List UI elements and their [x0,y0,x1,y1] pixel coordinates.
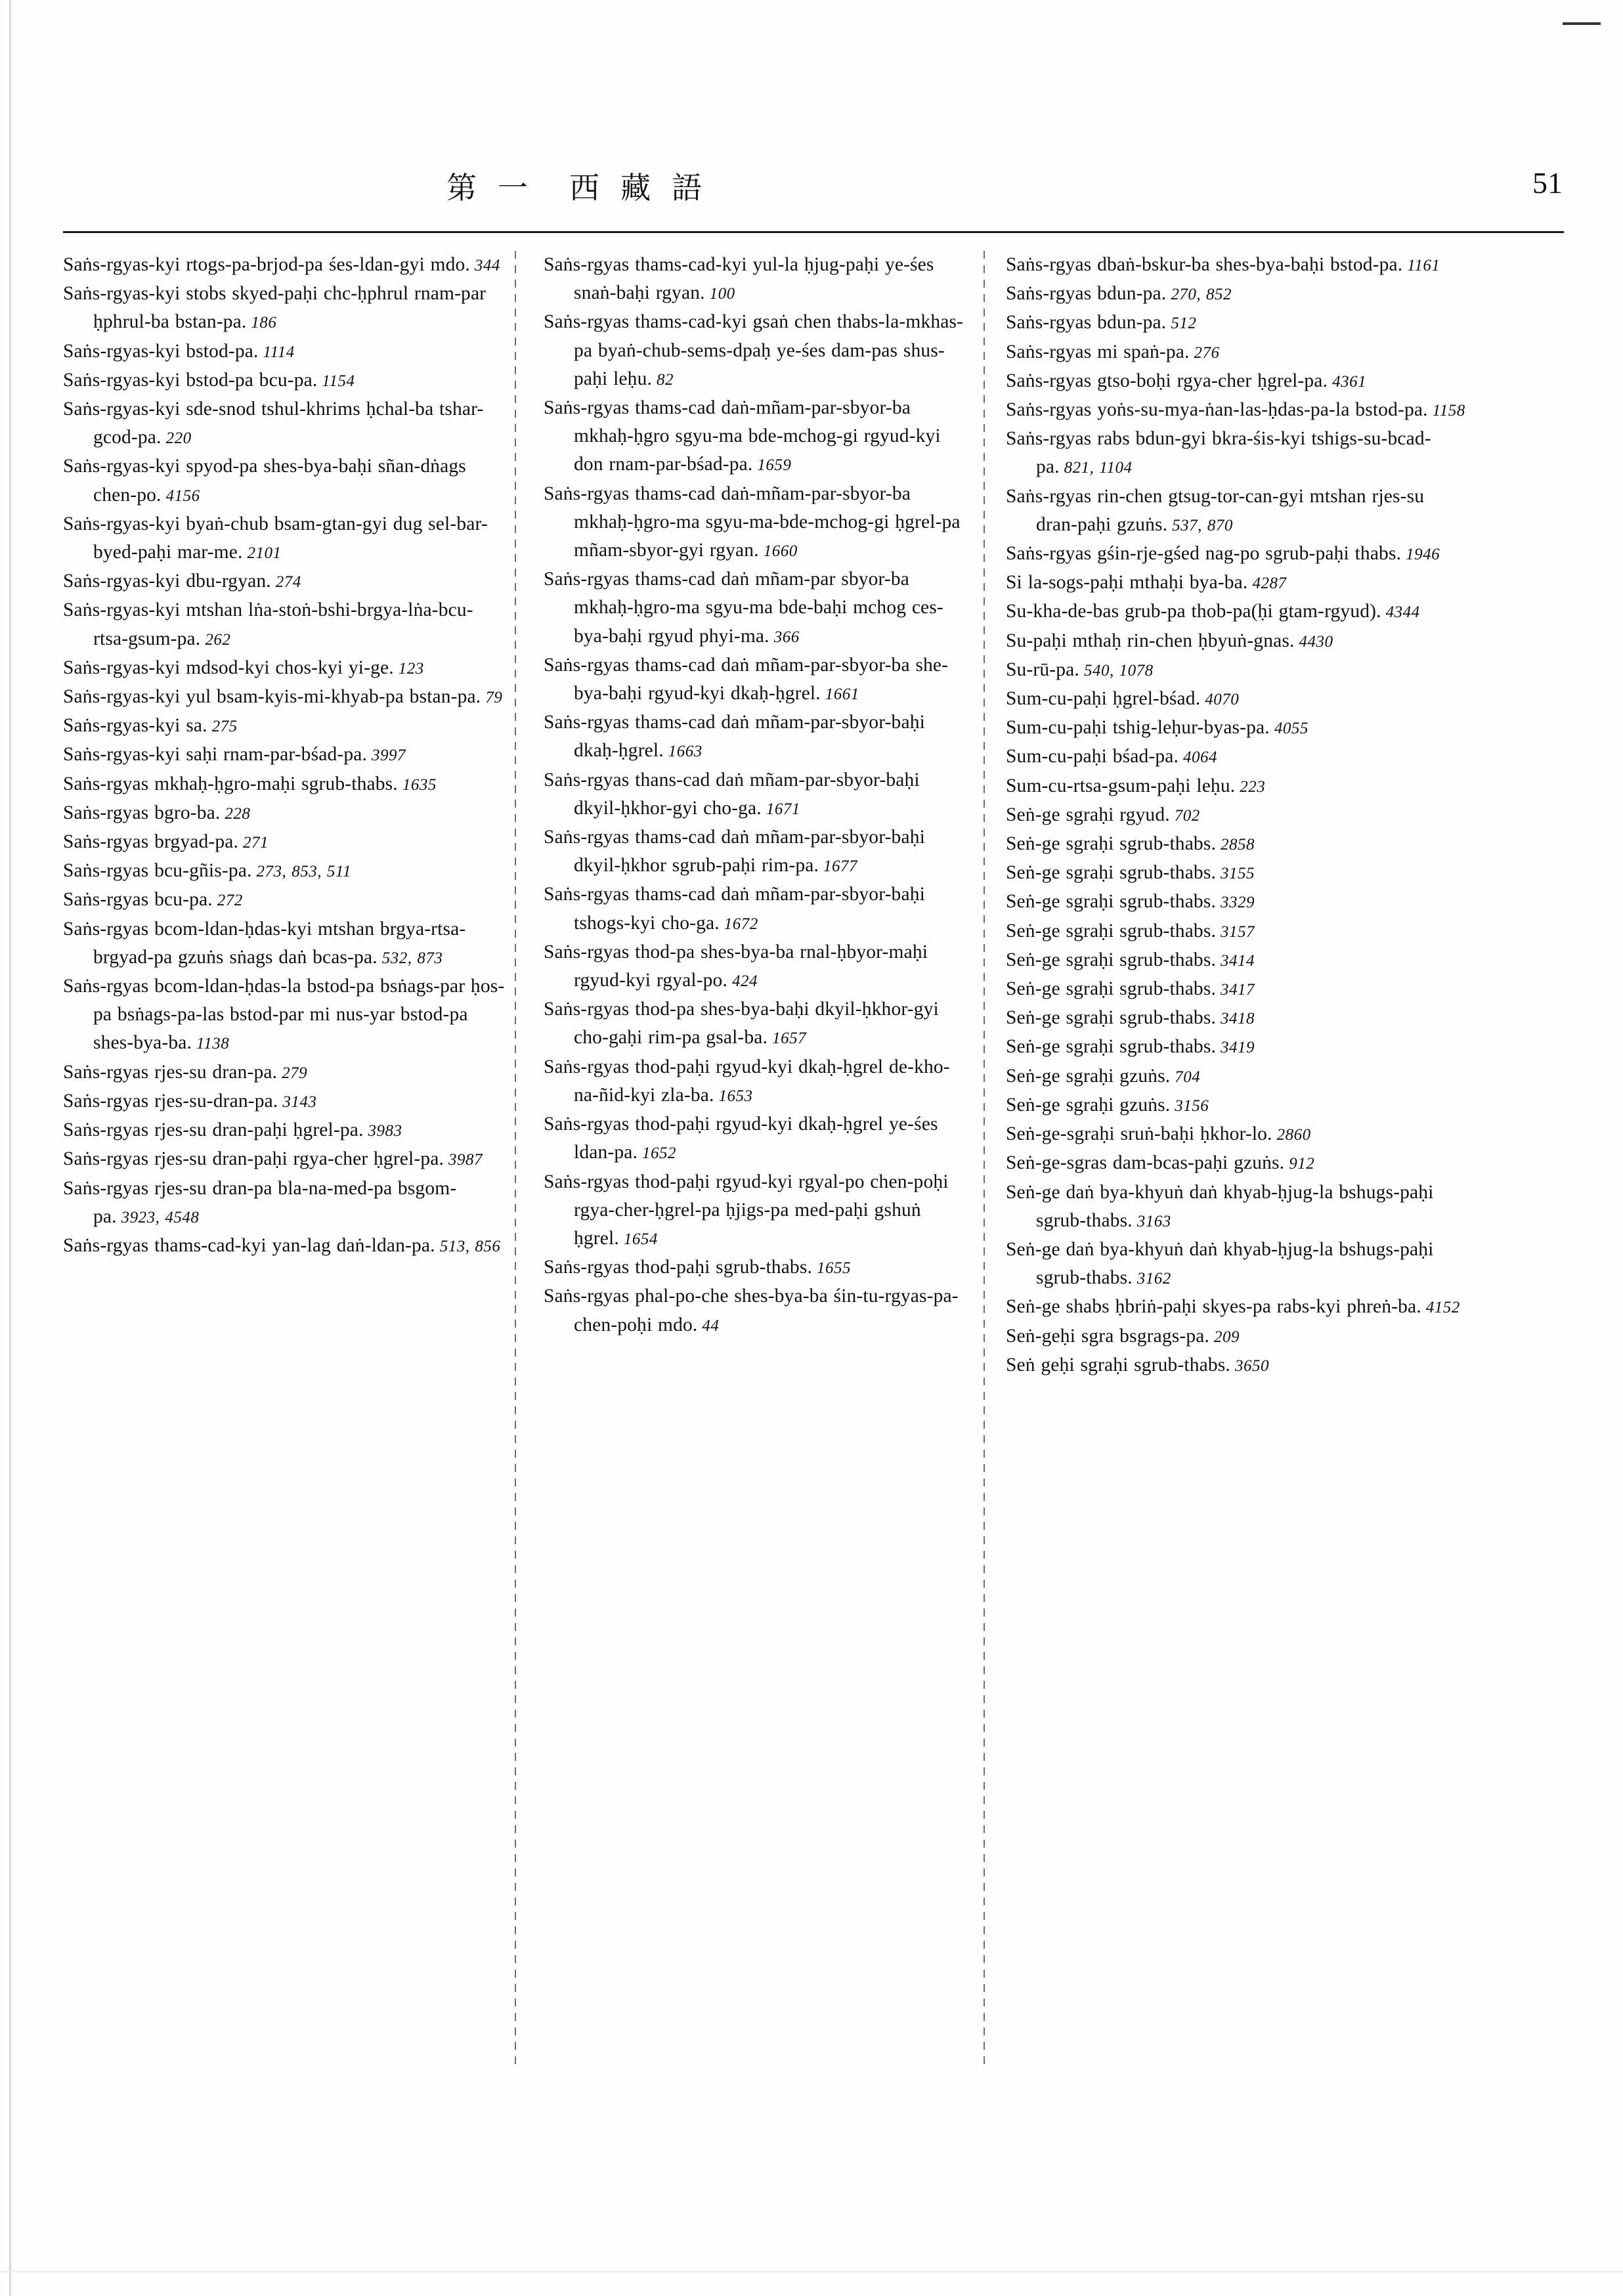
index-entry [63,654,506,683]
index-entry [1006,338,1468,367]
index-entry-number: 1653 [718,1087,753,1105]
index-entry-text: Saṅs-rgyas rjes-su-dran-pa. [63,1090,278,1112]
index-entry [1006,483,1468,540]
index-entry-text: Seṅ-ge-sgras dam-bcas-paḥi gzuṅs. [1006,1152,1285,1174]
index-entry-text: Saṅs-rgyas-kyi dbu-rgyan. [63,571,271,592]
index-entry [1006,888,1468,917]
index-column-2 [523,251,982,2076]
index-entry-number: 3143 [282,1093,317,1111]
index-entry [1006,1120,1468,1149]
index-entry-number: 1655 [816,1259,851,1278]
index-entry-text: Saṅs-rgyas rabs bdun-gyi bkra-śis-kyi tshigs-su-bcad-pa. [1006,428,1431,478]
index-entry-text: Saṅs-rgyas mi spaṅ-pa. [1006,341,1190,362]
index-column-1 [63,251,523,2076]
index-entry-number: 3157 [1220,922,1255,941]
index-entry-text: Seṅ-ge sgraḥi sgrub-thabs. [1006,1036,1216,1058]
index-entry-text: Seṅ-ge shabs ḥbriṅ-paḥi skyes-pa rabs-kyi phreṅ-ba. [1006,1296,1421,1318]
index-entry [63,828,506,857]
index-entry-text: Su-paḥi mthaḥ rin-chen ḥbyuṅ-gnas. [1006,630,1295,651]
index-entry-number: 220 [165,429,192,448]
index-entry-text: Saṅs-rgyas bcu-gñis-pa. [63,860,252,882]
index-entry [544,565,965,651]
index-entry [1006,917,1468,946]
index-entry [63,741,506,769]
index-entry-number: 424 [731,972,758,991]
index-entry-text: Saṅs-rgyas rjes-su dran-pa. [63,1061,278,1083]
index-entry-number: 821, 1104 [1064,459,1133,477]
index-entry-text: Saṅs-rgyas thams-cad-kyi gsaṅ chen thabs-la-mkhas-pa byaṅ-chub-sems-dpaḥ ye-śes dam-pas shus-paḥi leḥu. [544,311,964,389]
index-entry-number: 1138 [196,1035,230,1053]
index-entry [544,1168,965,1254]
index-entry-text: Saṅs-rgyas bgro-ba. [63,802,221,823]
index-entry-text: Seṅ-ge sgraḥi gzuṅs. [1006,1065,1171,1087]
index-entry [1006,1179,1468,1236]
index-entry-number: 1114 [263,343,295,361]
index-entry-number: 4361 [1332,372,1367,391]
index-entry-number: 1672 [724,915,758,933]
index-entry-number: 702 [1174,806,1200,825]
index-entry [1006,1004,1468,1033]
index-entry [63,712,506,741]
index-entry-text: Seṅ-ge sgraḥi sgrub-thabs. [1006,891,1216,913]
index-column-3 [982,251,1468,2076]
index-entry-number: 3650 [1234,1356,1269,1375]
index-entry-text: Seṅ-ge daṅ bya-khyuṅ daṅ khyab-ḥjug-la bshugs-paḥi sgrub-thabs. [1006,1238,1434,1289]
index-entry-number: 537, 870 [1172,516,1233,534]
index-entry-number: 276 [1194,343,1220,362]
index-entry [63,972,506,1058]
index-entry [1006,830,1468,859]
index-entry-number: 1654 [623,1230,658,1248]
index-entry-text: Saṅs-rgyas-kyi yul bsam-kyis-mi-khyab-pa bstan-pa. [63,686,481,708]
index-entry [1006,1293,1468,1322]
index-entry-number: 209 [1213,1328,1240,1346]
index-entry-text: Saṅs-rgyas-kyi spyod-pa shes-bya-baḥi sñan-dṅags chen-po. [63,456,466,506]
index-entry [544,480,965,566]
index-entry-text: Saṅs-rgyas-kyi bstod-pa bcu-pa. [63,369,318,391]
index-entry-number: 2860 [1276,1126,1311,1144]
index-entry-number: 1161 [1407,257,1440,274]
index-entry [1006,656,1468,685]
index-entry-text: Sum-cu-paḥi ḥgrel-bśad. [1006,688,1201,710]
index-entry [1006,772,1468,801]
page-corner-mark [1563,22,1601,25]
index-entry [63,1116,506,1145]
index-entry-text: Seṅ-ge sgraḥi rgyud. [1006,804,1170,825]
index-entry-number: 186 [251,314,277,332]
index-entry-text: Saṅs-rgyas thod-pa shes-bya-ba rnal-ḥbyor-maḥi rgyud-kyi rgyal-po. [544,941,928,991]
header-title-cjk: 第 一 西 藏 語 [446,170,703,206]
index-entry [544,1282,965,1339]
index-entry-text: Saṅs-rgyas-kyi mdsod-kyi chos-kyi yi-ge. [63,657,394,678]
index-entry [1006,1062,1468,1091]
index-entry [63,1058,506,1087]
index-entry-text: Saṅs-rgyas thod-pa shes-bya-baḥi dkyil-ḥkhor-gyi cho-gaḥi rim-pa gsal-ba. [544,999,939,1049]
header-rule [63,231,1564,233]
index-entry-number: 3983 [368,1122,402,1140]
index-entry-text: Saṅs-rgyas bdun-pa. [1006,283,1167,305]
index-entry-number: 262 [205,630,231,649]
index-entry-number: 1635 [402,775,437,794]
index-entry-number: 3329 [1220,894,1255,912]
index-entry [1006,1351,1468,1380]
index-entry-text: Saṅs-rgyas thams-cad daṅ mñam-par sbyor-ba mkhaḥ-ḥgro-ma sgyu-ma bde-baḥi mchog ces-bya-baḥi rgyud phyi-ma. [544,569,943,647]
index-entry-text: Su-kha-de-bas grub-pa thob-pa(ḥi gtam-rgyud). [1006,601,1381,622]
index-entry [1006,396,1468,425]
index-entry-number: 532, 873 [381,949,443,967]
page-left-edge-artifact [9,0,11,2296]
index-entry-text: Saṅs-rgyas mkhaḥ-ḥgro-maḥi sgrub-thabs. [63,773,398,794]
index-entry [1006,714,1468,743]
index-entry [1006,309,1468,337]
index-entry-number: 512 [1171,314,1197,333]
index-entry [1006,1322,1468,1351]
index-entry-text: Seṅ-ge sgraḥi sgrub-thabs. [1006,862,1216,884]
index-entry [1006,946,1468,975]
index-entry-text: Saṅs-rgyas brgyad-pa. [63,831,238,853]
index-entry-number: 1659 [757,456,792,475]
index-entry-text: Su-rū-pa. [1006,659,1079,680]
index-entry-text: Saṅs-rgyas gśin-rje-gśed nag-po sgrub-paḥi thabs. [1006,543,1402,565]
index-entry [1006,367,1468,396]
index-entry-text: Sum-cu-paḥi tshig-leḥur-byas-pa. [1006,717,1270,739]
index-entry [63,1087,506,1116]
index-entry [1006,597,1468,626]
index-entry [544,766,965,823]
index-entry [1006,743,1468,771]
index-entry [63,395,506,452]
index-entry [63,1232,506,1261]
index-entry-text: Saṅs-rgyas bcom-ldan-ḥdas-la bstod-pa bsṅags-par ḥos-pa bsṅags-pa-las bstod-par mi nus-yar bstod-pa shes-bya-ba. [63,976,505,1054]
index-entry-number: 273, 853, 511 [256,863,352,881]
index-entry-text: Seṅ-ge sgraḥi sgrub-thabs. [1006,1007,1216,1029]
page-number: 51 [1532,166,1563,200]
index-entry-text: Seṅ-ge sgraḥi gzuṅs. [1006,1094,1171,1116]
index-entry-text: Saṅs-rgyas-kyi rtogs-pa-brjod-pa śes-ldan-gyi mdo. [63,254,470,275]
index-entry-text: Saṅs-rgyas rin-chen gtsug-tor-can-gyi mtshan rjes-su dran-paḥi gzuṅs. [1006,485,1425,535]
index-entry-text: Seṅ-ge daṅ bya-khyuṅ daṅ khyab-ḥjug-la bshugs-paḥi sgrub-thabs. [1006,1181,1434,1231]
index-entry [63,915,506,972]
index-entry-number: 3923, 4548 [121,1208,200,1226]
index-entry [63,799,506,828]
index-entry [63,1145,506,1174]
index-entry [63,567,506,596]
index-entry-number: 279 [282,1064,308,1082]
index-entry [63,337,506,366]
index-entry-text: Saṅs-rgyas thams-cad-kyi yan-lag daṅ-ldan-pa. [63,1234,435,1256]
index-entry-number: 82 [656,370,674,389]
index-entry-text: Saṅs-rgyas rjes-su dran-paḥi rgya-cher ḥgrel-pa. [63,1148,444,1170]
index-entry [544,708,965,766]
index-entry [544,251,965,308]
index-entry-number: 1946 [1406,546,1440,564]
index-entry [1006,1149,1468,1178]
index-entry-text: Saṅs-rgyas bcu-pa. [63,889,213,911]
index-entry-text: Saṅs-rgyas phal-po-che shes-bya-ba śin-tu-rgyas-pa-chen-poḥi mdo. [544,1286,959,1335]
index-entry-text: Seṅ-ge-sgraḥi sruṅ-baḥi ḥkhor-lo. [1006,1123,1272,1145]
index-entry-number: 1671 [766,800,800,818]
index-entry [544,394,965,480]
index-entry-text: Saṅs-rgyas-kyi sa. [63,715,207,737]
index-columns [63,251,1564,2076]
page-header [66,164,1563,210]
index-entry [1006,627,1468,656]
index-entry-number: 2858 [1220,836,1255,854]
index-entry [1006,1033,1468,1062]
index-entry-text: Saṅs-rgyas bdun-pa. [1006,312,1167,334]
index-entry [63,510,506,567]
index-entry-text: Saṅs-rgyas thams-cad daṅ-mñam-par-sbyor-ba mkhaḥ-ḥgro sgyu-ma bde-mchog-gi rgyud-kyi don rnam-par-bśad-pa. [544,397,941,475]
index-entry-number: 272 [217,892,243,910]
index-entry [1006,1236,1468,1293]
index-entry-number: 1154 [322,372,355,390]
index-entry-number: 79 [485,689,503,707]
index-entry-number: 3417 [1220,981,1255,999]
index-entry [544,1110,965,1167]
index-entry [544,938,965,995]
index-entry [1006,801,1468,830]
index-entry-text: Sum-cu-paḥi bśad-pa. [1006,746,1179,768]
index-entry-text: Saṅs-rgyas-kyi saḥi rnam-par-bśad-pa. [63,744,367,766]
index-entry-text: Saṅs-rgyas thams-cad daṅ-mñam-par-sbyor-ba mkhaḥ-ḥgro-ma sgyu-ma-bde-mchog-gi ḥgrel-pa mñam-sbyor-gyi rgyan. [544,483,961,561]
index-entry [1006,1091,1468,1120]
index-entry-text: Seṅ-ge sgraḥi sgrub-thabs. [1006,920,1216,942]
index-entry-number: 100 [709,285,735,303]
index-entry-text: Saṅs-rgyas thod-paḥi rgyud-kyi dkaḥ-ḥgrel ye-śes ldan-pa. [544,1114,938,1163]
index-entry-text: Saṅs-rgyas thod-paḥi rgyud-kyi rgyal-po chen-poḥi rgya-cher-ḥgrel-pa ḥjigs-pa med-paḥi gshuṅ ḥgrel. [544,1171,949,1249]
index-entry-number: 3156 [1175,1096,1209,1115]
index-entry [63,366,506,395]
index-entry-number: 540, 1078 [1083,661,1154,680]
index-entry [544,823,965,880]
index-entry-number: 1661 [825,685,859,704]
index-entry [1006,975,1468,1004]
index-entry-number: 3419 [1220,1039,1255,1057]
index-entry-text: Saṅs-rgyas thod-paḥi rgyud-kyi dkaḥ-ḥgrel de-kho-na-ñid-kyi zla-ba. [544,1056,950,1106]
index-entry [544,995,965,1052]
index-entry-text: Saṅs-rgyas thams-cad-kyi yul-la ḥjug-paḥi ye-śes snaṅ-baḥi rgyan. [544,254,934,304]
index-entry-text: Saṅs-rgyas rjes-su dran-pa bla-na-med-pa bsgom-pa. [63,1177,457,1227]
index-entry [63,1175,506,1232]
index-entry-text: Saṅs-rgyas thans-cad daṅ mñam-par-sbyor-baḥi dkyil-ḥkhor-gyi cho-ga. [544,769,920,819]
index-entry-number: 704 [1175,1068,1201,1086]
index-entry-text: Seṅ-geḥi sgra bsgrags-pa. [1006,1325,1209,1347]
index-entry [1006,540,1468,569]
index-entry [63,857,506,886]
index-entry-number: 4070 [1205,691,1240,709]
index-entry [544,1053,965,1110]
index-entry-text: Seṅ geḥi sgraḥi sgrub-thabs. [1006,1354,1230,1375]
index-entry [63,770,506,799]
index-entry-text: Seṅ-ge sgraḥi sgrub-thabs. [1006,949,1216,970]
index-entry-number: 1677 [823,857,857,876]
index-entry-text: Saṅs-rgyas rjes-su dran-paḥi ḥgrel-pa. [63,1119,364,1141]
index-entry-number: 3162 [1136,1270,1171,1288]
index-entry-text: Saṅs-rgyas yoṅs-su-mya-ṅan-las-ḥdas-pa-la bstod-pa. [1006,399,1428,421]
index-entry-number: 44 [702,1316,720,1335]
index-entry [544,1253,965,1282]
page-bottom-edge-artifact [0,2271,1623,2272]
index-entry [63,683,506,712]
index-entry [1006,569,1468,597]
index-entry-number: 1657 [772,1029,807,1048]
index-entry [63,886,506,915]
index-entry [1006,251,1468,280]
index-entry-text: Saṅs-rgyas bcom-ldan-ḥdas-kyi mtshan brgya-rtsa-brgyad-pa gzuṅs sṅags daṅ bcas-pa. [63,918,466,968]
index-entry [1006,685,1468,714]
index-entry-text: Si la-sogs-paḥi mthaḥi bya-ba. [1006,572,1248,594]
index-entry-text: Seṅ-ge sgraḥi sgrub-thabs. [1006,833,1216,855]
index-entry [1006,280,1468,309]
index-entry [63,251,506,280]
index-entry-text: Saṅs-rgyas thams-cad daṅ mñam-par-sbyor-ba she-bya-baḥi rgyud-kyi dkaḥ-ḥgrel. [544,654,949,704]
index-entry-number: 4064 [1183,748,1218,767]
index-entry-text: Saṅs-rgyas-kyi byaṅ-chub bsam-gtan-gyi dug sel-bar-byed-paḥi mar-me. [63,513,488,563]
index-entry-number: 3987 [448,1151,483,1169]
index-entry-text: Saṅs-rgyas gtso-boḥi rgya-cher ḥgrel-pa. [1006,370,1328,391]
index-entry-text: Seṅ-ge sgraḥi sgrub-thabs. [1006,978,1216,1000]
index-entry-number: 3997 [371,747,406,765]
index-entry-number: 223 [1240,777,1266,796]
index-entry-text: Saṅs-rgyas-kyi sde-snod tshul-khrims ḥchal-ba tshar-gcod-pa. [63,399,484,448]
index-entry [63,280,506,337]
index-entry-number: 3163 [1136,1212,1171,1230]
index-entry-text: Saṅs-rgyas-kyi stobs skyed-paḥi chc-ḥphrul rnam-par ḥphrul-ba bstan-pa. [63,283,487,333]
index-entry [63,452,506,509]
index-entry-number: 3155 [1220,865,1255,883]
index-entry [544,308,965,394]
index-entry [544,651,965,708]
index-entry [544,880,965,938]
index-entry-text: Saṅs-rgyas dbaṅ-bskur-ba shes-bya-baḥi bstod-pa. [1006,254,1403,275]
index-entry-number: 271 [243,834,269,852]
index-entry-number: 344 [474,257,500,274]
index-entry-number: 228 [225,804,251,823]
index-entry-text: Saṅs-rgyas thams-cad daṅ mñam-par-sbyor-baḥi tshogs-kyi cho-ga. [544,884,925,934]
index-entry-number: 1158 [1432,402,1465,420]
index-entry-text: Saṅs-rgyas-kyi bstod-pa. [63,340,259,362]
index-entry-number: 4156 [165,487,200,505]
index-entry-text: Sum-cu-rtsa-gsum-paḥi leḥu. [1006,775,1236,796]
index-entry-number: 274 [275,573,301,592]
index-entry [63,596,506,653]
index-entry-number: 4055 [1274,720,1309,738]
index-entry-text: Saṅs-rgyas-kyi mtshan lṅa-stoṅ-bshi-brgya-lṅa-bcu-rtsa-gsum-pa. [63,599,473,649]
index-entry-number: 1660 [763,542,798,561]
index-entry-number: 4287 [1252,574,1287,593]
index-entry-number: 1663 [668,743,703,761]
index-entry-text: Saṅs-rgyas thams-cad daṅ mñam-par-sbyor-baḥi dkaḥ-ḥgrel. [544,712,925,762]
index-entry-number: 3414 [1220,951,1255,970]
index-entry-number: 912 [1289,1155,1315,1173]
index-entry-number: 4344 [1385,603,1420,622]
index-entry [1006,859,1468,888]
index-entry-number: 3418 [1220,1010,1255,1028]
index-entry-number: 4430 [1299,632,1333,651]
index-entry-text: Saṅs-rgyas thod-paḥi sgrub-thabs. [544,1257,812,1278]
index-entry-number: 275 [211,718,238,736]
index-entry-number: 123 [398,659,424,678]
index-entry-number: 2101 [247,544,282,563]
index-entry-text: Saṅs-rgyas thams-cad daṅ mñam-par-sbyor-baḥi dkyil-ḥkhor sgrub-paḥi rim-pa. [544,827,925,877]
index-entry-number: 513, 856 [439,1237,501,1255]
index-entry-number: 4152 [1425,1299,1460,1317]
index-entry-number: 366 [773,628,800,646]
index-entry-number: 1652 [642,1144,677,1163]
index-entry-number: 270, 852 [1171,286,1232,304]
index-entry [1006,425,1468,482]
